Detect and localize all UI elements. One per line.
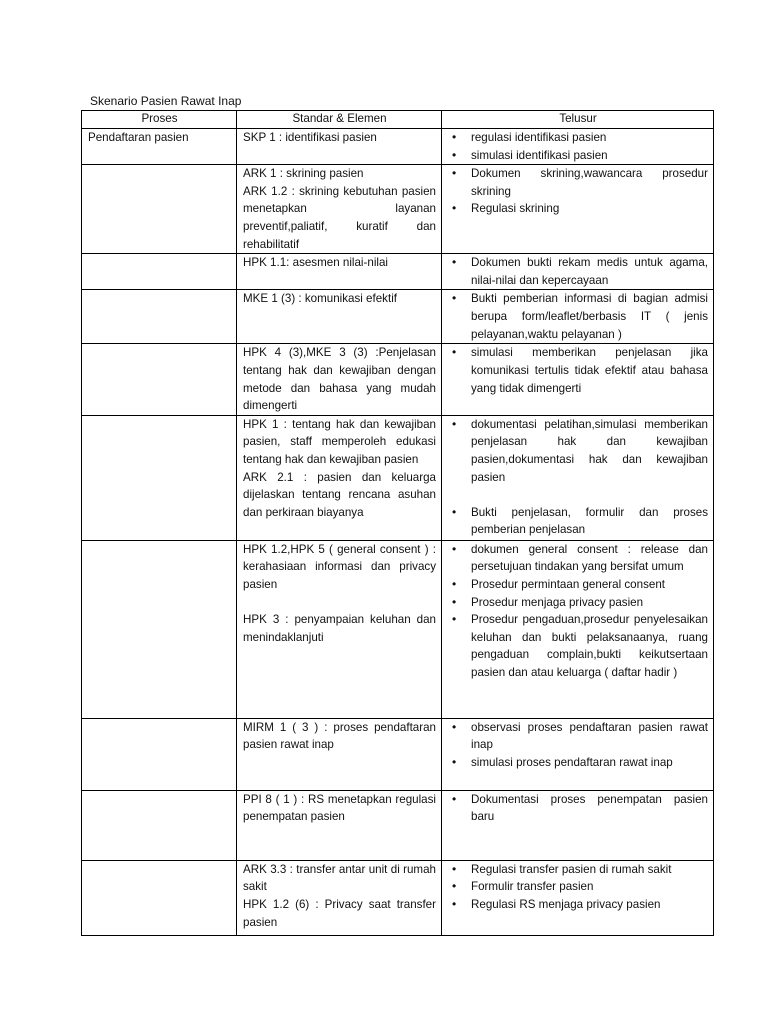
table-row xyxy=(82,415,714,540)
telusur-item: • simulasi memberikan penjelasan jika komunikasi tertulis tidak efektif atau bahasa yang tidak dimengerti xyxy=(448,344,708,397)
telusur-cell xyxy=(442,790,714,860)
table-row xyxy=(82,540,714,718)
proses-cell xyxy=(82,790,237,860)
standar-text: HPK 3 : penyampaian keluhan dan menindaklanjuti xyxy=(243,613,436,644)
standar-cell xyxy=(237,790,442,860)
telusur-item: • Bukti penjelasan, formulir dan proses pemberian penjelasan xyxy=(448,504,708,539)
table-row xyxy=(82,344,714,415)
table-row xyxy=(82,129,714,165)
proses-cell xyxy=(82,860,237,935)
standar-cell xyxy=(237,860,442,935)
table-row xyxy=(82,860,714,935)
telusur-item: • Bukti pemberian informasi di bagian admisi berupa form/leaflet/berbasis IT ( jenis pelayanan,waktu pelayanan ) xyxy=(448,290,708,343)
telusur-item: • dokumen general consent : release dan persetujuan tindakan yang bersifat umum xyxy=(448,541,708,576)
standar-text: HPK 4 (3),MKE 3 (3) :Penjelasan tentang hak dan kewajiban dengan metode dan bahasa yang mudah dimengerti xyxy=(243,346,436,413)
telusur-cell xyxy=(442,344,714,415)
standar-text: HPK 1 : tentang hak dan kewajiban pasien, staff memperoleh edukasi tentang hak dan kewajiban pasien xyxy=(243,417,436,466)
telusur-item: • Prosedur menjaga privacy pasien xyxy=(448,594,708,612)
telusur-item: • regulasi identifikasi pasien xyxy=(448,129,708,147)
telusur-item: • Regulasi skrining xyxy=(448,200,708,218)
proses-cell xyxy=(82,290,237,344)
telusur-item: • observasi proses pendaftaran pasien rawat inap xyxy=(448,719,708,754)
standar-text: ARK 1 : skrining pasien xyxy=(243,167,364,181)
standar-text: MKE 1 (3) : komunikasi efektif xyxy=(243,292,397,306)
standar-text: ARK 1.2 : skrining kebutuhan pasien menetapkan layanan preventif,paliatif, kuratif dan rehabilitatif xyxy=(243,184,436,251)
telusur-item: • simulasi proses pendaftaran rawat inap xyxy=(448,754,708,772)
table-row xyxy=(82,254,714,290)
proses-cell xyxy=(82,415,237,540)
telusur-item: • Regulasi transfer pasien di rumah sakit xyxy=(448,861,708,879)
telusur-item: • dokumentasi pelatihan,simulasi memberikan penjelasan hak dan kewajiban pasien,dokumentasi hak dan kewajiban pasien xyxy=(448,416,708,486)
telusur-item: • simulasi identifikasi pasien xyxy=(448,147,708,165)
telusur-cell xyxy=(442,718,714,790)
standar-text: ARK 3.3 : transfer antar unit di rumah sakit xyxy=(243,862,436,894)
standar-text: HPK 1.2 (6) : Privacy saat transfer pasien xyxy=(243,897,436,929)
standar-text: HPK 1.1: asesmen nilai-nilai xyxy=(243,256,388,270)
telusur-item: • Formulir transfer pasien xyxy=(448,878,708,896)
proses-cell xyxy=(82,165,237,254)
telusur-cell xyxy=(442,860,714,935)
proses-cell xyxy=(82,254,237,290)
telusur-item: • Dokumen bukti rekam medis untuk agama, nilai-nilai dan kepercayaan xyxy=(448,254,708,289)
telusur-item: • Regulasi RS menjaga privacy pasien xyxy=(448,896,708,914)
telusur-cell xyxy=(442,254,714,290)
proses-cell xyxy=(82,540,237,718)
telusur-item: • Dokumentasi proses penempatan pasien baru xyxy=(448,791,708,826)
telusur-cell xyxy=(442,165,714,254)
standar-cell xyxy=(237,129,442,165)
column-header-telusur: Telusur xyxy=(442,111,714,129)
table-row xyxy=(82,718,714,790)
standar-cell xyxy=(237,415,442,540)
telusur-cell xyxy=(442,290,714,344)
standar-cell xyxy=(237,540,442,718)
telusur-item: • Dokumen skrining,wawancara prosedur skrining xyxy=(448,165,708,200)
standar-cell xyxy=(237,344,442,415)
standar-cell xyxy=(237,165,442,254)
standar-cell xyxy=(237,290,442,344)
telusur-cell xyxy=(442,540,714,718)
column-header-standar: Standar & Elemen xyxy=(237,111,442,129)
telusur-item: • Prosedur pengaduan,prosedur penyelesaikan keluhan dan bukti pelaksanaanya, ruang pengaduan complain,bukti keikutsertaan pasien dan atau keluarga ( daftar hadir ) xyxy=(448,611,708,681)
telusur-cell xyxy=(442,129,714,165)
table-row xyxy=(82,165,714,254)
proses-cell: Pendaftaran pasien xyxy=(82,129,237,165)
telusur-cell xyxy=(442,415,714,540)
scenario-table xyxy=(81,110,714,936)
telusur-item: • Prosedur permintaan general consent xyxy=(448,576,708,594)
standar-text: SKP 1 : identifikasi pasien xyxy=(243,131,377,144)
standar-cell xyxy=(237,254,442,290)
table-header-row xyxy=(82,111,714,129)
table-row xyxy=(82,290,714,344)
proses-cell xyxy=(82,718,237,790)
standar-text: MIRM 1 ( 3 ) : proses pendaftaran pasien rawat inap xyxy=(243,720,436,752)
table-row xyxy=(82,790,714,860)
proses-cell xyxy=(82,344,237,415)
column-header-proses: Proses xyxy=(82,111,237,129)
standar-text: PPI 8 ( 1 ) : RS menetapkan regulasi penempatan pasien xyxy=(243,792,436,824)
standar-text: ARK 2.1 : pasien dan keluarga dijelaskan tentang rencana asuhan dan perkiraan biayanya xyxy=(243,470,436,519)
document-title: Skenario Pasien Rawat Inap xyxy=(90,94,242,108)
standar-cell xyxy=(237,718,442,790)
standar-text: HPK 1.2,HPK 5 ( general consent ) : kerahasiaan informasi dan privacy pasien xyxy=(243,542,436,591)
